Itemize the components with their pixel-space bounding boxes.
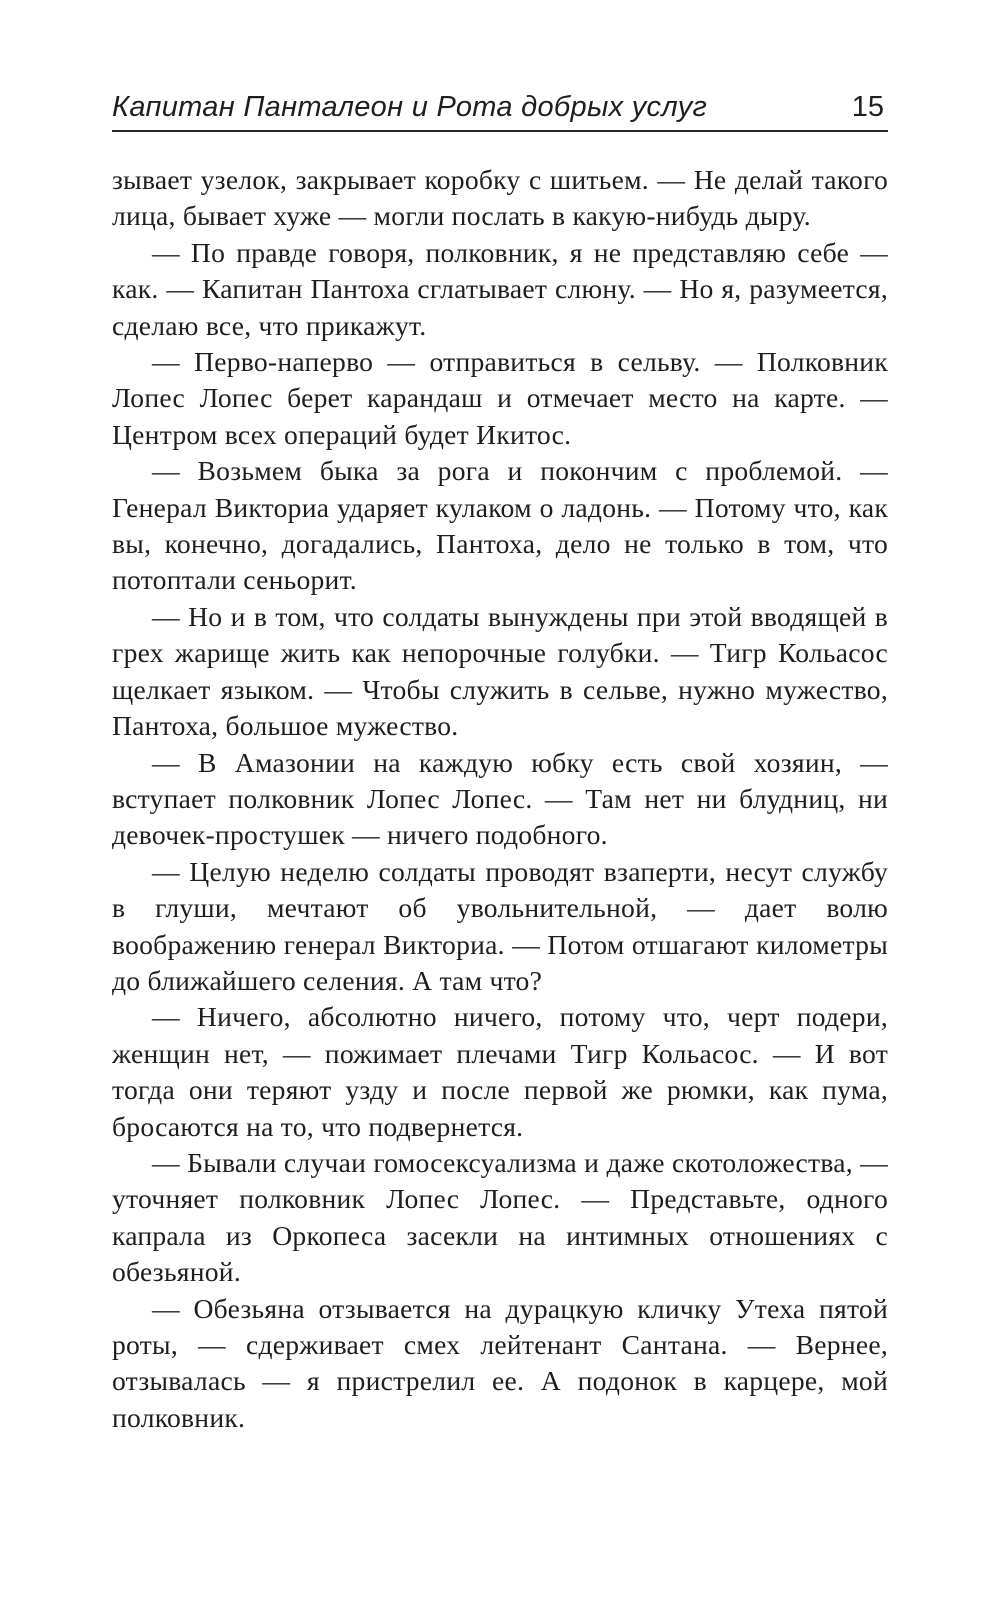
paragraph: — Перво-наперво — отправиться в сельву. — Полковник Лопес Лопес берет карандаш и отмечает место на карте. — Центром всех операций будет Икитос. (112, 346, 888, 450)
body-text (112, 162, 888, 1436)
running-title: Капитан Панталеон и Рота добрых услуг (112, 91, 708, 123)
paragraph: — По правде говоря, полковник, я не представляю себе — как. — Капитан Пантоха сглатывает слюну. — Но я, разумеется, сделаю все, что прикажут. (112, 236, 888, 341)
book-page (112, 0, 888, 1600)
paragraph: — Обезьяна отзывается на дурацкую кличку Утеха пятой роты, — сдерживает смех лейтенант Сантана. — Вернее, отзывалась — я пристрелил ее. А подонок в карцере, мой полковник. (112, 1292, 888, 1433)
paragraph: — Возьмем быка за рога и покончим с проблемой. — Генерал Викториа ударяет кулаком о ладонь. — Потому что, как вы, конечно, догадались, Пантоха, дело не только в том, что потоптали сеньорит. (112, 455, 888, 596)
paragraph: — Но и в том, что солдаты вынуждены при этой вводящей в грех жарище жить как непорочные голубки. — Тигр Кольасос щелкает языком. — Чтобы служить в сельве, нужно мужество, Пантоха, большое мужество. (112, 600, 888, 742)
paragraph: — Ничего, абсолютно ничего, потому что, черт подери, женщин нет, — пожимает плечами Тигр Кольасос. — И вот тогда они теряют узду и после первой же рюмки, как пума, бросаются на то, что подвернется. (112, 1001, 888, 1142)
running-header (112, 80, 888, 132)
paragraph: — Бывали случаи гомосексуализма и даже скотоложества, — уточняет полковник Лопес Лопес. — Представьте, одного капрала из Оркопеса засекли на интимных отношениях с обезьяной. (112, 1146, 888, 1288)
paragraph: — В Амазонии на каждую юбку есть свой хозяин, — вступает полковник Лопес Лопес. — Там нет ни блудниц, ни девочек-простушек — ничего подобного. (112, 746, 888, 851)
paragraph-continuation: зывает узелок, закрывает коробку с шитьем. — Не делай такого лица, бывает хуже — могли послать в какую-нибудь дыру. (112, 164, 888, 232)
paragraph: — Целую неделю солдаты проводят взаперти, несут службу в глуши, мечтают об увольнительной, — дает волю воображению генерал Викториа. — Потом отшагают километры до ближайшего селения. А там что? (112, 855, 888, 996)
page-number: 15 (851, 91, 884, 123)
